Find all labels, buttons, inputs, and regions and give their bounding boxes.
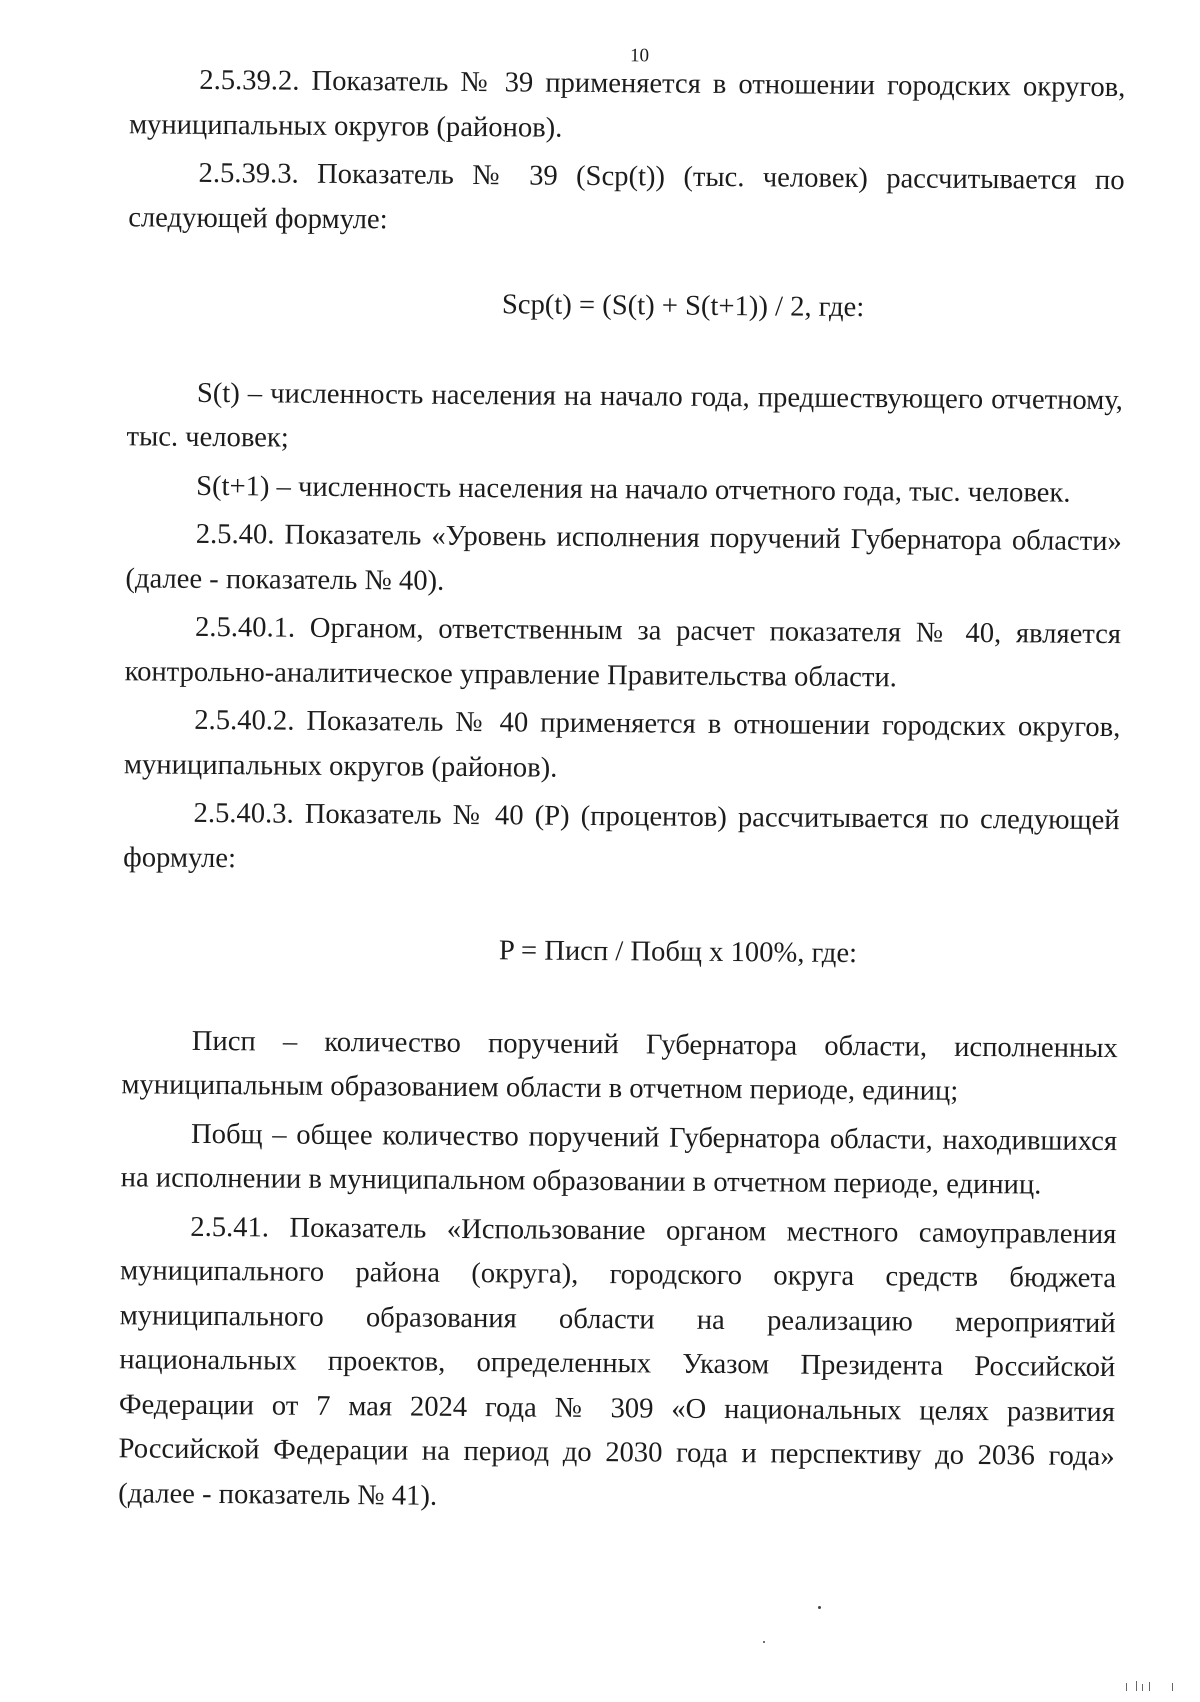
definition-pisp: Писп – количество поручений Губернатора области, исполненных муниципальным образованием области в отчетном периоде, единиц;	[121, 1025, 1118, 1107]
paragraph-2-5-40-3: 2.5.40.3. Показатель № 40 (P) (процентов) рассчитывается по следующей формуле:	[123, 797, 1120, 874]
scan-speck	[818, 1606, 821, 1609]
formula-indicator-40: P = Писп / Побщ х 100%, где:	[498, 935, 858, 970]
scan-speck	[763, 1641, 765, 1643]
scan-edge-marks	[1122, 1681, 1182, 1691]
paragraph-2-5-39-3: 2.5.39.3. Показатель № 39 (Scp(t)) (тыс. человек) рассчитывается по следующей формуле:	[128, 157, 1125, 235]
definition-pobshch: Побщ – общее количество поручений Губернатора области, находившихся на исполнении в муниципальном образовании в отчетном периоде, единиц.	[120, 1118, 1118, 1201]
definition-s-t: S(t) – численность населения на начало года, предшествующего отчетному, тыс. человек;	[126, 377, 1123, 454]
page-number: 10	[629, 45, 650, 67]
definition-s-t-plus-1: S(t+1) – численность населения на начало отчетного года, тыс. человек.	[196, 470, 1071, 509]
paragraph-2-5-39-2: 2.5.39.2. Показатель № 39 применяется в отношении городских округов, муниципальных округов (районов).	[128, 64, 1126, 144]
formula-indicator-39: Scp(t) = (S(t) + S(t+1)) / 2, где:	[501, 289, 865, 324]
document-body	[118, 58, 1125, 1524]
paragraph-2-5-41: 2.5.41. Показатель «Использование органом местного самоуправления муниципального района (округа), городского округа средств бюджета муниципального образования области на реализацию мероприятий национальных проектов, определенных Указом Президента Российской Федерации от 7 мая 2024 года № 309 «О национальных целях развития Российской Федерации на период до 2030 года и перспективу до 2036 года» (далее - показатель № 41).	[118, 1211, 1117, 1512]
paragraph-2-5-40-1: 2.5.40.1. Органом, ответственным за расчет показателя № 40, является контрольно-аналитическое управление Правительства области.	[124, 611, 1122, 693]
paragraph-2-5-40-2: 2.5.40.2. Показатель № 40 применяется в отношении городских округов, муниципальных округов (районов).	[123, 704, 1121, 784]
paragraph-2-5-40: 2.5.40. Показатель «Уровень исполнения поручений Губернатора области» (далее - показатель № 40).	[125, 518, 1122, 597]
